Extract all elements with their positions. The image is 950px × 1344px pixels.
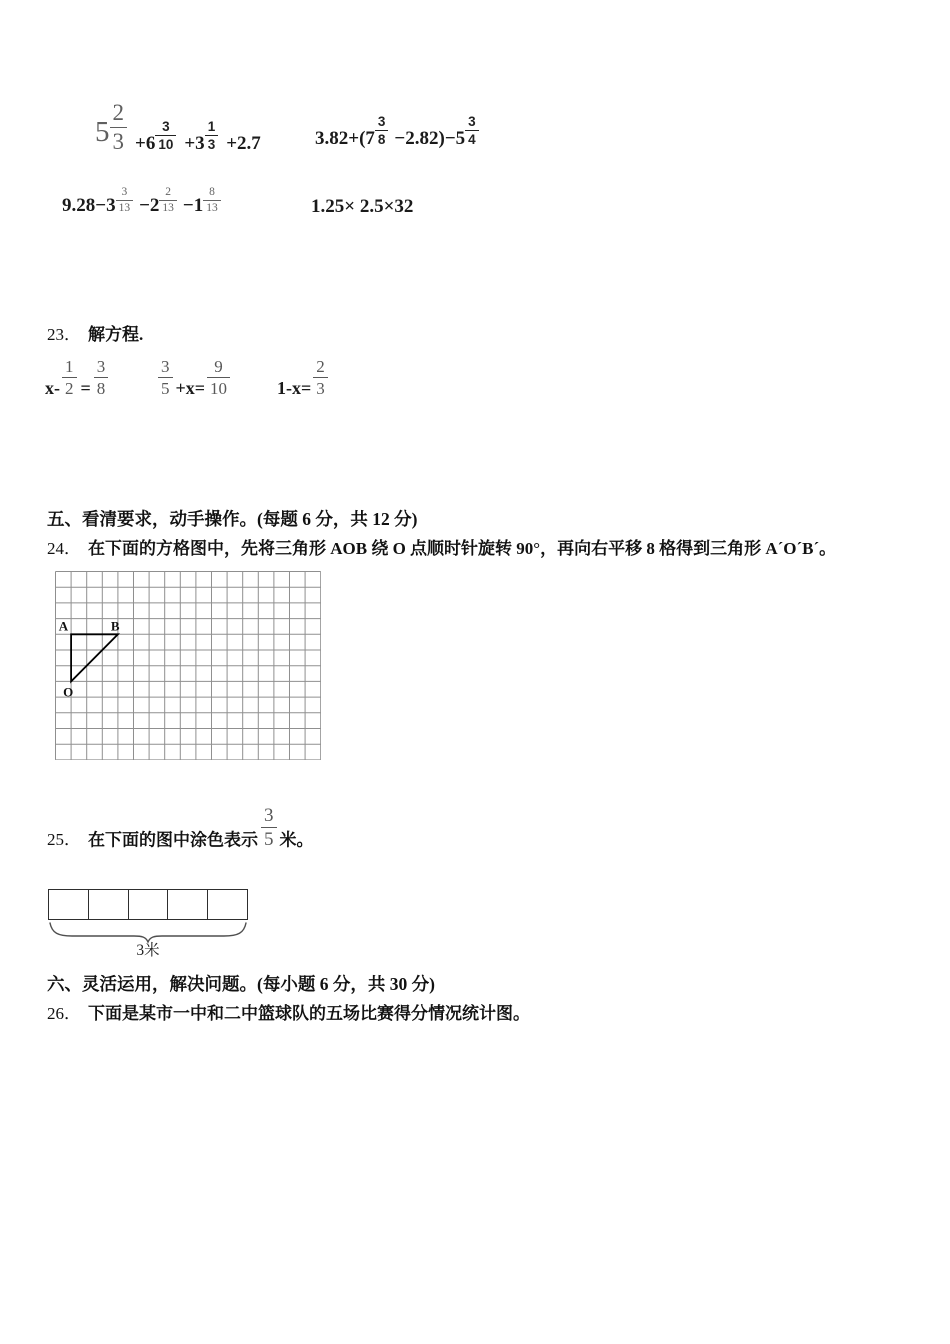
question-number: 25． [47, 830, 81, 850]
equation-2 [158, 357, 230, 399]
fraction: $\frac{3}{4}$ [465, 114, 479, 147]
section-5-header: 五、看清要求，动手操作。(每题 6 分，共 12 分) [47, 509, 418, 529]
question-number: 23． [47, 325, 81, 344]
expression-text: −1 [182, 194, 204, 216]
calc-expression-1 [95, 100, 261, 155]
question-text: 下面是某市一中和二中篮球队的五场比赛得分情况统计图。 [88, 1004, 530, 1023]
grid-diagram [55, 571, 321, 760]
triangle-aob [71, 634, 118, 681]
fraction: $\frac{3}{8}$ [375, 114, 389, 147]
bar-cell [168, 890, 208, 919]
operator-term: +3 [184, 132, 205, 154]
calc-expression-2 [315, 114, 479, 150]
calc-expression-3 [62, 186, 221, 217]
fraction: $\frac{3}{5}$ [261, 805, 277, 851]
question-number: 26． [47, 1004, 81, 1023]
equation-text: +x= [175, 378, 206, 399]
mixed-number-whole: 5 [95, 115, 110, 148]
equation-1 [45, 357, 108, 399]
meter-bar-diagram [48, 889, 248, 920]
question-23-title [47, 320, 143, 345]
expression-text: −2 [139, 194, 160, 216]
equation-text: 1-x= [277, 378, 312, 399]
fraction: $\frac{1}{2}$ [62, 357, 77, 398]
equation-3 [277, 357, 328, 399]
calc-expression-4 [311, 196, 413, 218]
question-text: 在下面的方格图中，先将三角形 AOB 绕 O 点顺时针旋转 90°，再向右平移 8 格得到三角形 A´O´B´。 [88, 539, 837, 558]
equation-text: = [80, 378, 91, 399]
expression-text: 1.25× 2.5×32 [311, 196, 414, 217]
operator-term: +6 [135, 132, 156, 154]
triangle-vertex-label-a: A [58, 618, 69, 634]
bar-cell [129, 890, 169, 919]
bar-cell [89, 890, 129, 919]
question-number: 24． [47, 539, 81, 558]
question-26-statement [47, 999, 530, 1024]
question-24-statement [47, 534, 836, 559]
bar-cell [208, 890, 247, 919]
expression-text: 3.82+(7 [315, 128, 375, 150]
fraction: $\frac{1}{3}$ [205, 119, 219, 152]
question-text: 解方程. [88, 325, 144, 344]
fraction: $\frac{3}{5}$ [158, 357, 173, 398]
expression-text: 9.28−3 [62, 194, 116, 216]
question-text: 在下面的图中涂色表示 [88, 830, 258, 850]
fraction: $\frac{9}{10}$ [207, 357, 230, 398]
question-text: 米。 [279, 830, 314, 850]
grid-lines [56, 572, 321, 760]
fraction: $\frac{3}{8}$ [94, 357, 109, 398]
bar-length-label: 3米 [136, 942, 160, 959]
fraction: $\frac{2}{13}$ [159, 186, 177, 215]
expression-text: −2.82)−5 [394, 128, 466, 150]
equation-text: x- [45, 378, 60, 399]
operator-term: +2.7 [226, 132, 261, 154]
fraction: $\frac{2}{3}$ [313, 357, 328, 398]
fraction: $\frac{8}{13}$ [203, 186, 221, 215]
triangle-vertex-label-o: O [63, 684, 74, 700]
triangle-vertex-label-b: B [110, 618, 120, 634]
fraction: $\frac{2}{3}$ [110, 100, 128, 155]
question-25-statement [47, 805, 314, 851]
fraction: $\frac{3}{13}$ [116, 186, 134, 215]
fraction: $\frac{3}{10}$ [155, 119, 176, 152]
section-6-header: 六、灵活运用，解决问题。(每小题 6 分，共 30 分) [47, 974, 435, 994]
bar-cell [49, 890, 89, 919]
